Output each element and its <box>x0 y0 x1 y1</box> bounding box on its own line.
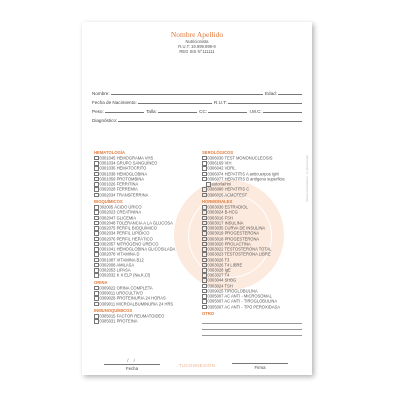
exam-checkbox[interactable]: 0309028 PROTEINURIA 24 HORAS <box>94 296 194 301</box>
exam-checkbox[interactable]: 0306042 VDRL <box>202 166 302 171</box>
exam-checkbox[interactable]: 0306080 HEPATITIS C <box>202 187 302 192</box>
exam-checkbox[interactable]: 0303027 T4 <box>202 273 302 278</box>
exam-checkbox[interactable]: 0305007 AC ANTI - TPO PEROXIDASA <box>202 305 302 310</box>
section-title-bioquimicos: BIOQUÍMICOS <box>94 199 123 205</box>
section-title-orina: ORINA <box>94 279 108 285</box>
signature-block <box>232 358 288 370</box>
profession: Nutricionista <box>185 39 209 44</box>
exam-checkbox[interactable]: 0303024 B-HCG <box>202 210 302 215</box>
section-title-otro: OTRO <box>202 311 215 317</box>
exam-checkbox[interactable]: 0306030 TEST MONONUCLEOSIS <box>202 156 302 161</box>
age-field[interactable] <box>278 90 302 95</box>
exam-checkbox[interactable]: 0302028 FERREMIA <box>94 187 194 192</box>
exam-checkbox[interactable]: 0303018 PROGESTERONA <box>202 237 302 242</box>
exam-checkbox[interactable]: 0301034 GRUPO SANGUÍNEO <box>94 161 194 166</box>
exam-checkbox[interactable]: 0306026 ACMOTEST <box>202 193 302 198</box>
exam-checkbox[interactable]: 0303017 INSULINA <box>202 221 302 226</box>
exam-checkbox[interactable]: 0303044 SHBG <box>202 278 302 283</box>
exam-checkbox[interactable]: 0303019 PROGESTERONA <box>202 231 302 236</box>
left-exam-column <box>94 151 194 325</box>
name-field[interactable] <box>111 90 263 95</box>
exam-checkbox[interactable]: 0301036 HEMATOCRITO <box>94 166 194 171</box>
header <box>82 30 312 55</box>
patient-form <box>92 87 304 123</box>
exam-checkbox[interactable]: 302005 ÁCIDO ÚRICO <box>94 205 194 210</box>
right-exam-column <box>202 151 302 336</box>
exam-checkbox[interactable]: 0302034 TRANSFERRINA <box>94 193 194 198</box>
exam-checkbox[interactable]: 0306077 HEPATITIS B antígeno superficie <box>202 177 302 182</box>
exam-checkbox[interactable]: 0306074 HEPATITIS A anticuerpos IgM <box>202 172 302 177</box>
exam-checkbox[interactable]: 0309025 TIROGLOBULINA <box>202 289 302 294</box>
section-title-hematologia: HEMATOLOGÍA <box>94 150 126 155</box>
date-slashes[interactable]: / / <box>127 358 137 363</box>
rut-label: R.U.T: <box>213 100 227 105</box>
exam-checkbox[interactable]: 0309022 ORINA COMPLETA <box>94 286 194 291</box>
exam-checkbox[interactable]: 0303028 IgE <box>202 268 302 273</box>
exam-checkbox[interactable]: 0302008 AMILASA <box>94 263 194 268</box>
order-form-sheet <box>82 22 312 375</box>
exam-checkbox[interactable]: 0302057 NITRÓGENO UREICO <box>94 242 194 247</box>
brand-logo-text: TUCONNEXIÓN <box>178 363 216 368</box>
exam-checkbox[interactable]: 0302034 PERFIL LIPÍDICO <box>94 231 194 236</box>
waist-label: CC: <box>199 109 208 114</box>
name-label: Nombre: <box>92 91 110 96</box>
diagnosis-label: Diagnóstico: <box>92 118 118 123</box>
bmi-field[interactable] <box>263 108 302 113</box>
exam-checkbox[interactable]: 0302023 CREATININA <box>94 210 194 215</box>
exam-checkbox[interactable]: 0305007 AC ANTI - TIROGLOBULINA <box>202 299 302 304</box>
exam-checkbox[interactable]: 0305031 PROTEINA <box>94 319 194 324</box>
waist-field[interactable] <box>208 108 247 113</box>
exam-checkbox[interactable]: 0303023 TESTOSTERONA LIBRE <box>202 252 302 257</box>
height-label: Talla: <box>146 109 157 114</box>
bmi-label: I.M.C: <box>249 109 262 114</box>
exam-checkbox[interactable]: 0303035 CURVA DE INSULINA <box>202 226 302 231</box>
exam-checkbox[interactable]: 0302032 K X ELP (Na,K,Cl) <box>94 273 194 278</box>
signature-label: Firma <box>232 363 288 370</box>
birth-date-field[interactable] <box>138 99 212 104</box>
professional-name: Nombre Apellido <box>170 30 224 39</box>
age-label: Edad: <box>264 91 277 96</box>
exam-checkbox[interactable]: 0302078 VITAMINA D <box>94 252 194 257</box>
diagnosis-field[interactable] <box>118 117 302 122</box>
section-title-inmunoquimicos: INMUNOQUÍMICOS <box>94 308 133 314</box>
exam-checkbox[interactable]: 0305015 FACTOR REUMATOIDEO <box>94 314 194 319</box>
exam-checkbox[interactable]: 0303030 ESTRADIOL <box>202 205 302 210</box>
exam-checkbox[interactable]: 0301038 HEMOGLOBINA <box>94 172 194 177</box>
exam-checkbox[interactable]: 0302075 PERFIL BIOQUÍMICO <box>94 226 194 231</box>
exam-checkbox[interactable]: 0303026 T4 LIBRE <box>202 263 302 268</box>
birth-date-label: Fecha de Nacimiento: <box>92 100 137 105</box>
rut-field[interactable] <box>228 99 302 104</box>
exam-checkbox[interactable]: 0302047 GLICEMIA <box>94 216 194 221</box>
exam-checkbox[interactable]: 0301087 VITAMINA B12 <box>94 258 194 263</box>
professional-rut: R.U.T: 19.999.999-9 <box>178 44 216 50</box>
exam-checkbox[interactable]: 0309011 MICROALBUMINURIA 24 HRS <box>94 302 194 307</box>
exam-checkbox[interactable]: 0303016 FSH <box>202 216 302 221</box>
date-label: Fecha <box>104 364 160 371</box>
section-title-serologicos: SEROLÓGICOS <box>202 150 234 155</box>
other-writing-lines[interactable] <box>202 318 302 335</box>
exam-checkbox[interactable]: 0309011 UROCULTIVO <box>94 291 194 296</box>
exam-checkbox[interactable]: 0303022 TESTOSTERONA TOTAL <box>202 247 302 252</box>
section-title-hormonales: HORMONALES <box>202 199 233 205</box>
exam-checkbox[interactable]: 0302053 LIPASA <box>94 268 194 273</box>
exam-checkbox[interactable]: 0305007 AC ANTI - MICROSOMAL <box>202 294 302 299</box>
exam-checkbox[interactable]: 0303020 PROLACTINA <box>202 242 302 247</box>
exam-checkbox[interactable]: 0303026 T3 <box>202 258 302 263</box>
registration-number: REG SIS N°111111 <box>179 49 215 55</box>
weight-label: Peso: <box>92 109 104 114</box>
exam-checkbox[interactable]: 0301059 PROTOMBINA <box>94 177 194 182</box>
vertical-credit-note: Recetas Personalizadas - IG: @tuconnexion <box>306 154 309 202</box>
exam-checkbox[interactable]: 0306169 VIH <box>202 161 302 166</box>
exam-checkbox[interactable]: 0301045 HEMOGRAMA VHS <box>94 156 194 161</box>
exam-sub-line: autoría/rini <box>202 182 302 187</box>
exam-checkbox[interactable]: 0303024 TSH <box>202 284 302 289</box>
exam-checkbox[interactable]: 0302076 PERFIL HEPÁTICO <box>94 237 194 242</box>
height-field[interactable] <box>158 108 197 113</box>
exam-checkbox[interactable]: 0301026 FERRITINA <box>94 182 194 187</box>
weight-field[interactable] <box>105 108 144 113</box>
exam-checkbox[interactable]: 0302048 TOLERANCIA A LA GLUCOSA <box>94 221 194 226</box>
exam-checkbox[interactable]: 0301041 HEMOGLOBINA GLICOSILADA <box>94 247 194 252</box>
